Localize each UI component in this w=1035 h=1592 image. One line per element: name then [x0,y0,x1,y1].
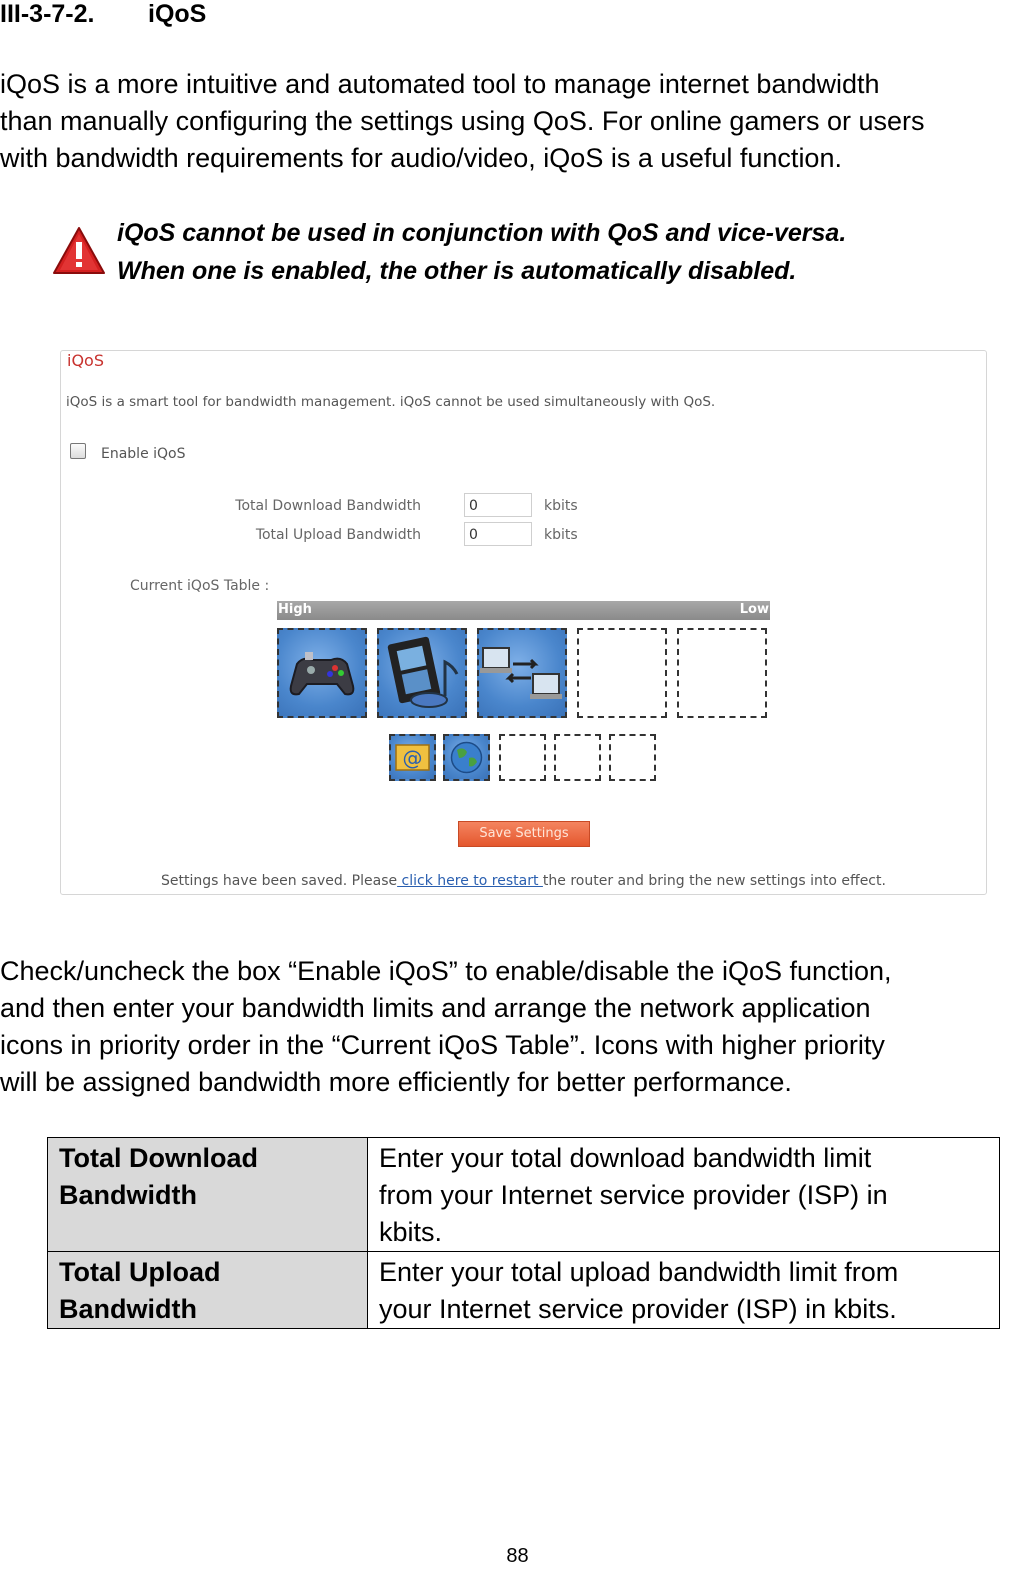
priority-slot[interactable] [277,628,367,718]
body-paragraph [0,953,892,1101]
intro-paragraph [0,66,925,177]
panel-title: iQoS [67,351,104,370]
web-globe-icon[interactable] [445,736,488,779]
saved-message-prefix: Settings have been saved. Please [161,873,398,889]
panel-description: iQoS is a smart tool for bandwidth management. iQoS cannot be used simultaneously with QoS. [66,394,716,410]
intro-line: with bandwidth requirements for audio/video, iQoS is a useful function. [0,143,842,173]
warning-icon [52,226,106,276]
body-line: and then enter your bandwidth limits and arrange the network application [0,993,871,1023]
available-slot-empty[interactable] [499,734,546,781]
table-row [48,1138,1000,1252]
priority-bar [277,601,770,620]
term-line: Total Download [59,1143,258,1173]
iqos-table-label: Current iQoS Table : [130,578,270,594]
table-definition [368,1138,1000,1252]
term-line: Bandwidth [59,1180,197,1210]
gamepad-icon[interactable] [279,630,365,716]
available-slot[interactable] [443,734,490,781]
def-line: your Internet service provider (ISP) in kbits. [379,1294,897,1324]
save-settings-button[interactable]: Save Settings [458,821,590,847]
section-number: III-3-7-2. [0,0,95,28]
email-icon[interactable] [391,736,434,779]
priority-high-label: High [278,602,312,617]
enable-iqos-label: Enable iQoS [101,446,186,462]
download-bandwidth-input[interactable]: 0 [464,493,532,517]
body-line: Check/uncheck the box “Enable iQoS” to enable/disable the iQoS function, [0,956,892,986]
warning-text [117,214,846,290]
iqos-panel [60,350,987,895]
section-title: iQoS [148,0,207,28]
intro-line: than manually configuring the settings using QoS. For online gamers or users [0,106,925,136]
svg-text:@: @ [402,746,423,770]
def-line: kbits. [379,1217,443,1247]
download-unit: kbits [544,498,578,514]
term-line: Bandwidth [59,1294,197,1324]
upload-bandwidth-input[interactable]: 0 [464,522,532,546]
body-line: icons in priority order in the “Current iQoS Table”. Icons with higher priority [0,1030,885,1060]
priority-slot-empty[interactable] [577,628,667,718]
download-bandwidth-label: Total Download Bandwidth [235,498,421,514]
upload-unit: kbits [544,527,578,543]
warning-line: When one is enabled, the other is automatically disabled. [117,257,797,285]
available-slot-empty[interactable] [554,734,601,781]
body-line: will be assigned bandwidth more efficiently for better performance. [0,1067,792,1097]
table-term [48,1252,368,1329]
available-slot[interactable] [389,734,436,781]
priority-slot-empty[interactable] [677,628,767,718]
available-slot-empty[interactable] [609,734,656,781]
warning-line: iQoS cannot be used in conjunction with QoS and vice-versa. [117,219,847,247]
saved-message-suffix: the router and bring the new settings into effect. [542,873,886,889]
enable-iqos-checkbox[interactable] [70,443,86,459]
intro-line: iQoS is a more intuitive and automated tool to manage internet bandwidth [0,69,880,99]
table-term [48,1138,368,1252]
video-music-icon[interactable] [379,630,465,716]
file-transfer-icon[interactable] [479,630,565,716]
restart-link[interactable]: click here to restart [397,873,543,889]
page-number: 88 [506,1545,529,1567]
def-line: Enter your total upload bandwidth limit from [379,1257,899,1287]
section-heading [0,0,206,29]
def-line: Enter your total download bandwidth limit [379,1143,872,1173]
priority-low-label: Low [739,602,769,617]
priority-slot[interactable] [377,628,467,718]
saved-message [161,873,886,889]
def-line: from your Internet service provider (ISP) in [379,1180,888,1210]
table-row [48,1252,1000,1329]
upload-bandwidth-label: Total Upload Bandwidth [255,527,421,543]
description-table [47,1137,1000,1329]
priority-slot[interactable] [477,628,567,718]
term-line: Total Upload [59,1257,221,1287]
table-definition [368,1252,1000,1329]
